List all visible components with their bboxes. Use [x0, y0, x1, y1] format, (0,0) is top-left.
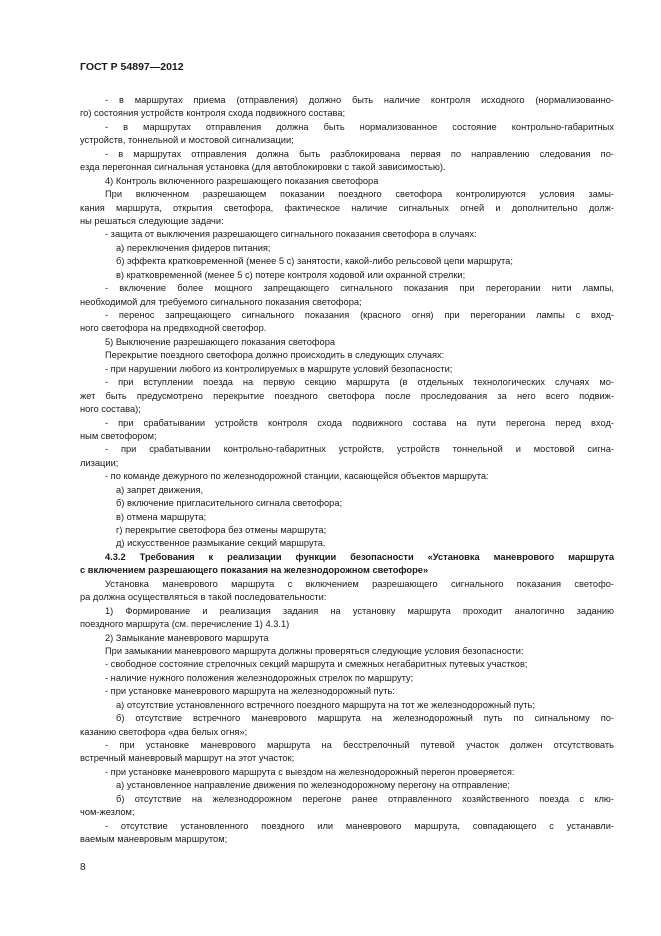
text-line: с включением разрешающего показания на железнодорожном светофоре» — [80, 565, 429, 576]
text-line: езда перегонная сигнальная установка (для автоблокировки с такой зависимостью). — [80, 162, 446, 173]
text-line: б) эффекта кратковременной (менее 5 с) занятости, какой-либо рельсовой цепи маршрута; — [116, 256, 513, 267]
text-line: а) отсутствие установленного встречного поездного маршрута на тот же железнодорожный путь; — [116, 699, 535, 710]
text-line: - в маршрутах приема (отправления) должно быть наличие контроля исходного (нормализованно- — [105, 95, 614, 105]
text-line: - перенос запрещающего сигнального показания (красного огня) при перегорании лампы с вход- — [105, 310, 614, 320]
text-line: в) кратковременной (менее 5 с) потере контроля ходовой или охранной стрелки; — [116, 269, 466, 280]
text-line: - наличие нужного положения железнодорожных стрелок по маршруту; — [105, 672, 414, 683]
text-line: ваемым маневровым маршрутом; — [80, 834, 228, 845]
text-line: - при установке маневрового маршрута на железнодорожный путь: — [105, 686, 395, 697]
text-line: го) состояния устройств контроля схода подвижного состава; — [80, 108, 346, 119]
text-line: чом-жезлом; — [80, 807, 135, 818]
text-line: - включение более мощного запрещающего сигнального показания при перегорании нити лампы, — [105, 283, 614, 294]
text-line: 5) Выключение разрешающего показания светофора — [105, 336, 336, 347]
text-line: ны решаться следующие задачи: — [80, 215, 224, 226]
text-line: - свободное состояние стрелочных секций маршрута и смежных негабаритных путевых участков; — [105, 659, 528, 670]
text-line: г) перекрытие светофора без отмены маршрута; — [116, 525, 327, 535]
text-line: б) отсутствие встречного маневрового маршрута на железнодорожный путь по сигнальному по- — [116, 713, 614, 724]
document-body — [80, 94, 614, 847]
text-line: - при срабатывании контрольно-габаритных устройств, устройств тоннельной и мостовой сигна- — [105, 444, 614, 455]
text-line: 4.3.2 Требования к реализации функции безопасности «Установка маневрового маршрута — [105, 551, 614, 562]
text-line: ра должна осуществляться в такой последовательности: — [80, 592, 327, 603]
text-line: д) искусственное размыкание секций маршрута. — [116, 538, 326, 549]
text-line: - по команде дежурного по железнодорожной станции, касающейся объектов маршрута: — [105, 471, 489, 482]
text-line: - при установке маневрового маршрута с выездом на железнодорожный перегон проверяется: — [105, 766, 515, 777]
document-header: ГОСТ Р 54897—2012 — [80, 61, 184, 73]
text-line: ным светофором; — [80, 430, 157, 441]
text-line: б) отсутствие на железнодорожном перегоне ранее отправленного хозяйственного поезда с клю- — [116, 793, 614, 804]
text-line: а) переключения фидеров питания; — [116, 242, 271, 253]
text-line: поездного маршрута (см. перечисление 1) 4.3.1) — [80, 619, 290, 630]
text-line: 4) Контроль включенного разрешающего показания светофора — [105, 175, 379, 186]
text-line: - в маршрутах отправления должна быть разблокирована первая по направлению следования по- — [105, 148, 614, 159]
text-line: 1) Формирование и реализация задания на установку маршрута проходит аналогично заданию — [105, 605, 614, 616]
text-line: ного состава); — [80, 404, 141, 415]
text-line: в) отмена маршрута; — [116, 511, 207, 522]
text-line: б) включение пригласительного сигнала светофора; — [116, 498, 343, 509]
text-line: При замыкании маневрового маршрута должны проверяться следующие условия безопасности: — [105, 645, 524, 656]
text-line: Перекрытие поездного светофора должно происходить в следующих случаях: — [105, 350, 445, 361]
text-line: 2) Замыкание маневрового маршрута — [105, 632, 269, 643]
text-line: - при срабатывании устройств контроля схода подвижного состава на пути перегона перед вход- — [105, 417, 614, 428]
text-line: устройств, тоннельной и мостовой сигнализации; — [80, 135, 294, 146]
text-line: жет быть предусмотрено перекрытие поездного светофора после проследования за него всего подвиж- — [80, 390, 614, 401]
text-line: лизации; — [80, 457, 119, 468]
text-line: - отсутствие установленного поездного или маневрового маршрута, совпадающего с устанавли- — [105, 820, 614, 831]
text-line: ного светофора на предвходной светофор. — [80, 323, 267, 334]
text-line: необходимой для требуемого сигнального показания светофора; — [80, 296, 362, 307]
text-line: - в маршрутах отправления должна быть нормализованное состояние контрольно-габаритных — [105, 121, 614, 132]
page-number: 8 — [80, 862, 86, 873]
text-line: - при установке маневрового маршрута на бесстрелочный путевой участок должен отсутствовать — [105, 740, 614, 750]
text-line: При включенном разрешающем показании поездного светофора контролируются условия замы- — [105, 189, 614, 200]
text-line: - защита от выключения разрешающего сигнального показания светофора в случаях: — [105, 229, 477, 240]
text-line: кания маршрута, открытия светофора, фактическое наличие сигнальных огней и дополнительно долж- — [80, 202, 614, 213]
text-line: - при вступлении поезда на первую секцию маршрута (в отдельных технологических случаях мо- — [105, 377, 614, 388]
text-line: Установка маневрового маршрута с включением разрешающего сигнального показания светофо- — [105, 578, 614, 589]
text-line: казанию светофора «два белых огня»; — [80, 726, 248, 737]
text-line: встречный маневровый маршрут на этот участок; — [80, 753, 295, 764]
text-line: а) установленное направление движения по железнодорожному перегону на отправление; — [116, 780, 511, 791]
text-line: - при нарушении любого из контролируемых в маршруте условий безопасности; — [105, 363, 453, 374]
text-line: а) запрет движения, — [116, 484, 204, 495]
